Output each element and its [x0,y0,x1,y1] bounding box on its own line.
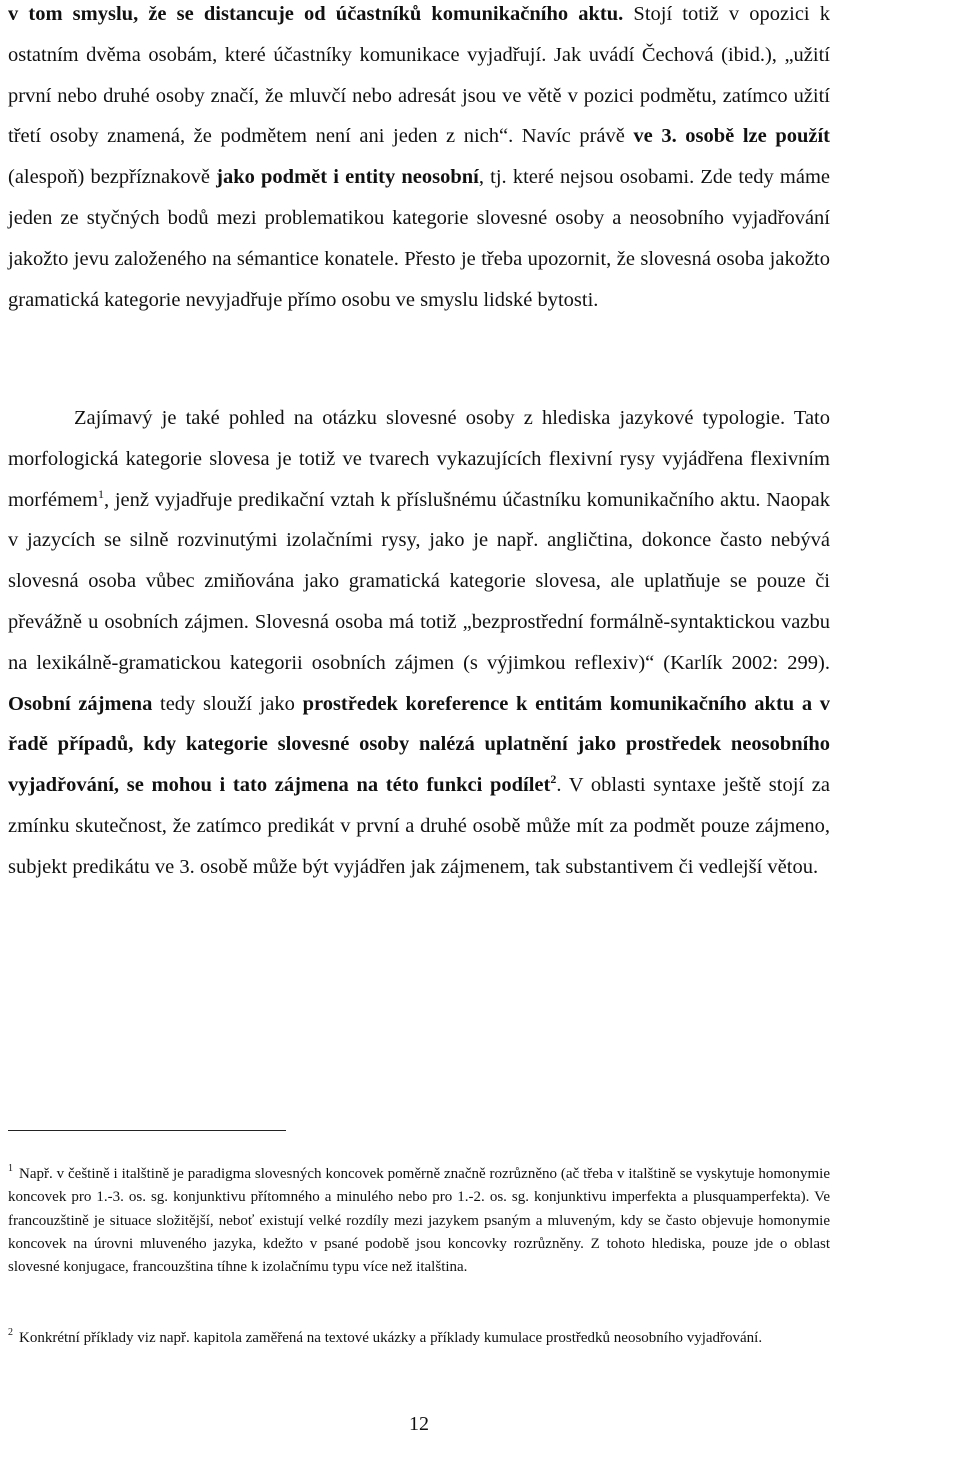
bold-phrase: prostředek koreference k entitám komunikačního aktu a v řadě případů, kdy kategorie slovesné osoby nalézá uplatnění jako prostředek neosobního vyjadřování, se mohou i tato zájmena na této funkci podílet [8,692,830,797]
footnote-ref-2[interactable]: 2 [550,772,557,787]
text-run: . V oblasti syntaxe ještě stojí za zmínku skutečnost, že zatímco predikát v první a druhé osobě může mít za podmět pouze zájmeno, subjekt predikátu ve 3. osobě může být vyjádřen jak zájmenem, tak substantivem či vedlejší větou. [8,774,830,878]
bold-phrase: v tom smyslu, že se distancuje od účastníků komunikačního aktu. [8,3,624,25]
footnote-mark: 2 [8,1327,13,1338]
text-run: Stojí totiž v opozici k ostatním dvěma osobám, které účastníky komunikace vyjadřují. Jak uvádí Čechová (ibid.), „užití první nebo druhé osoby značí, že mluvčí nebo adresát jsou ve větě v pozici podmětu, zatímco užití třetí osoby znamená, že podmětem není ani jeden z nich“. Navíc právě [8,3,831,148]
body-paragraph-2 [8,398,830,888]
bold-phrase: ve 3. osobě lze použít [633,125,830,148]
body-paragraph-1 [8,0,830,320]
footnote-divider [8,1130,286,1131]
footnote-text: Např. v češtině i italštině je paradigma slovesných koncovek poměrně značně rozrůzněno (ač třeba v italštině se vyskytuje homonymie koncovek pro 1.-3. os. sg. konjunktivu přítomného a minulého nebo pro 1.-2. os. sg. konjunktivu imperfekta a plusquamperfekta). Ve francouzštině je situace složitější, neboť existují velké rozdíly mezi jazykem psaným a mluveným, kdy se často objevuje homonymie koncovek na úrovni mluveného jazyka, kdežto v psané podobě jsou koncovky rozrůzněny. Z tohoto hlediska, pouze jde o oblast slovesné konjugace, francouzština tíhne k izolačnímu typu více než italština. [8,1166,830,1276]
text-run: tedy slouží jako [152,692,303,715]
text-run: Zajímavý je také pohled na otázku slovesné osoby z hlediska jazykové typologie. Tato morfologická kategorie slovesa je totiž ve tvarech vykazujících flexivní rysy vyjádřena flexivním morfémem [8,407,830,511]
footnote-2 [8,1327,830,1350]
bold-phrase: Osobní zájmena [8,692,153,715]
footnote-mark: 1 [8,1163,13,1174]
text-run: (alespoň) bezpříznakově [8,166,217,189]
footnote-ref-1[interactable]: 1 [97,486,104,501]
bold-phrase: jako podmět i entity neosobní [216,166,479,189]
page-number: 12 [409,1413,429,1435]
footnote-1 [8,1163,830,1279]
text-run: , jenž vyjadřuje predikační vztah k příslušnému účastníku komunikačního aktu. Naopak v jazycích se silně rozvinutými izolačními rysy, jako je např. angličtina, dokonce často nebývá slovesná osoba vůbec zmiňována jako gramatická kategorie slovesa, ale uplatňuje se pouze či převážně u osobních zájmen. Slovesná osoba má totiž „bezprostřední formálně-syntaktickou vazbu na lexikálně-gramatickou kategorii osobních zájmen (s výjimkou reflexiv)“ (Karlík 2002: 299). [8,488,830,674]
footnote-text: Konkrétní příklady viz např. kapitola zaměřená na textové ukázky a příklady kumulace prostředků neosobního vyjadřování. [19,1330,763,1346]
text-run: , tj. které nejsou osobami. Zde tedy máme jeden ze styčných bodů mezi problematikou kategorie slovesné osoby a neosobního vyjadřování jakožto jevu založeného na sémantice konatele. Přesto je třeba upozornit, že slovesná osoba jakožto gramatická kategorie nevyjadřuje přímo osobu ve smyslu lidské bytosti. [8,166,830,311]
